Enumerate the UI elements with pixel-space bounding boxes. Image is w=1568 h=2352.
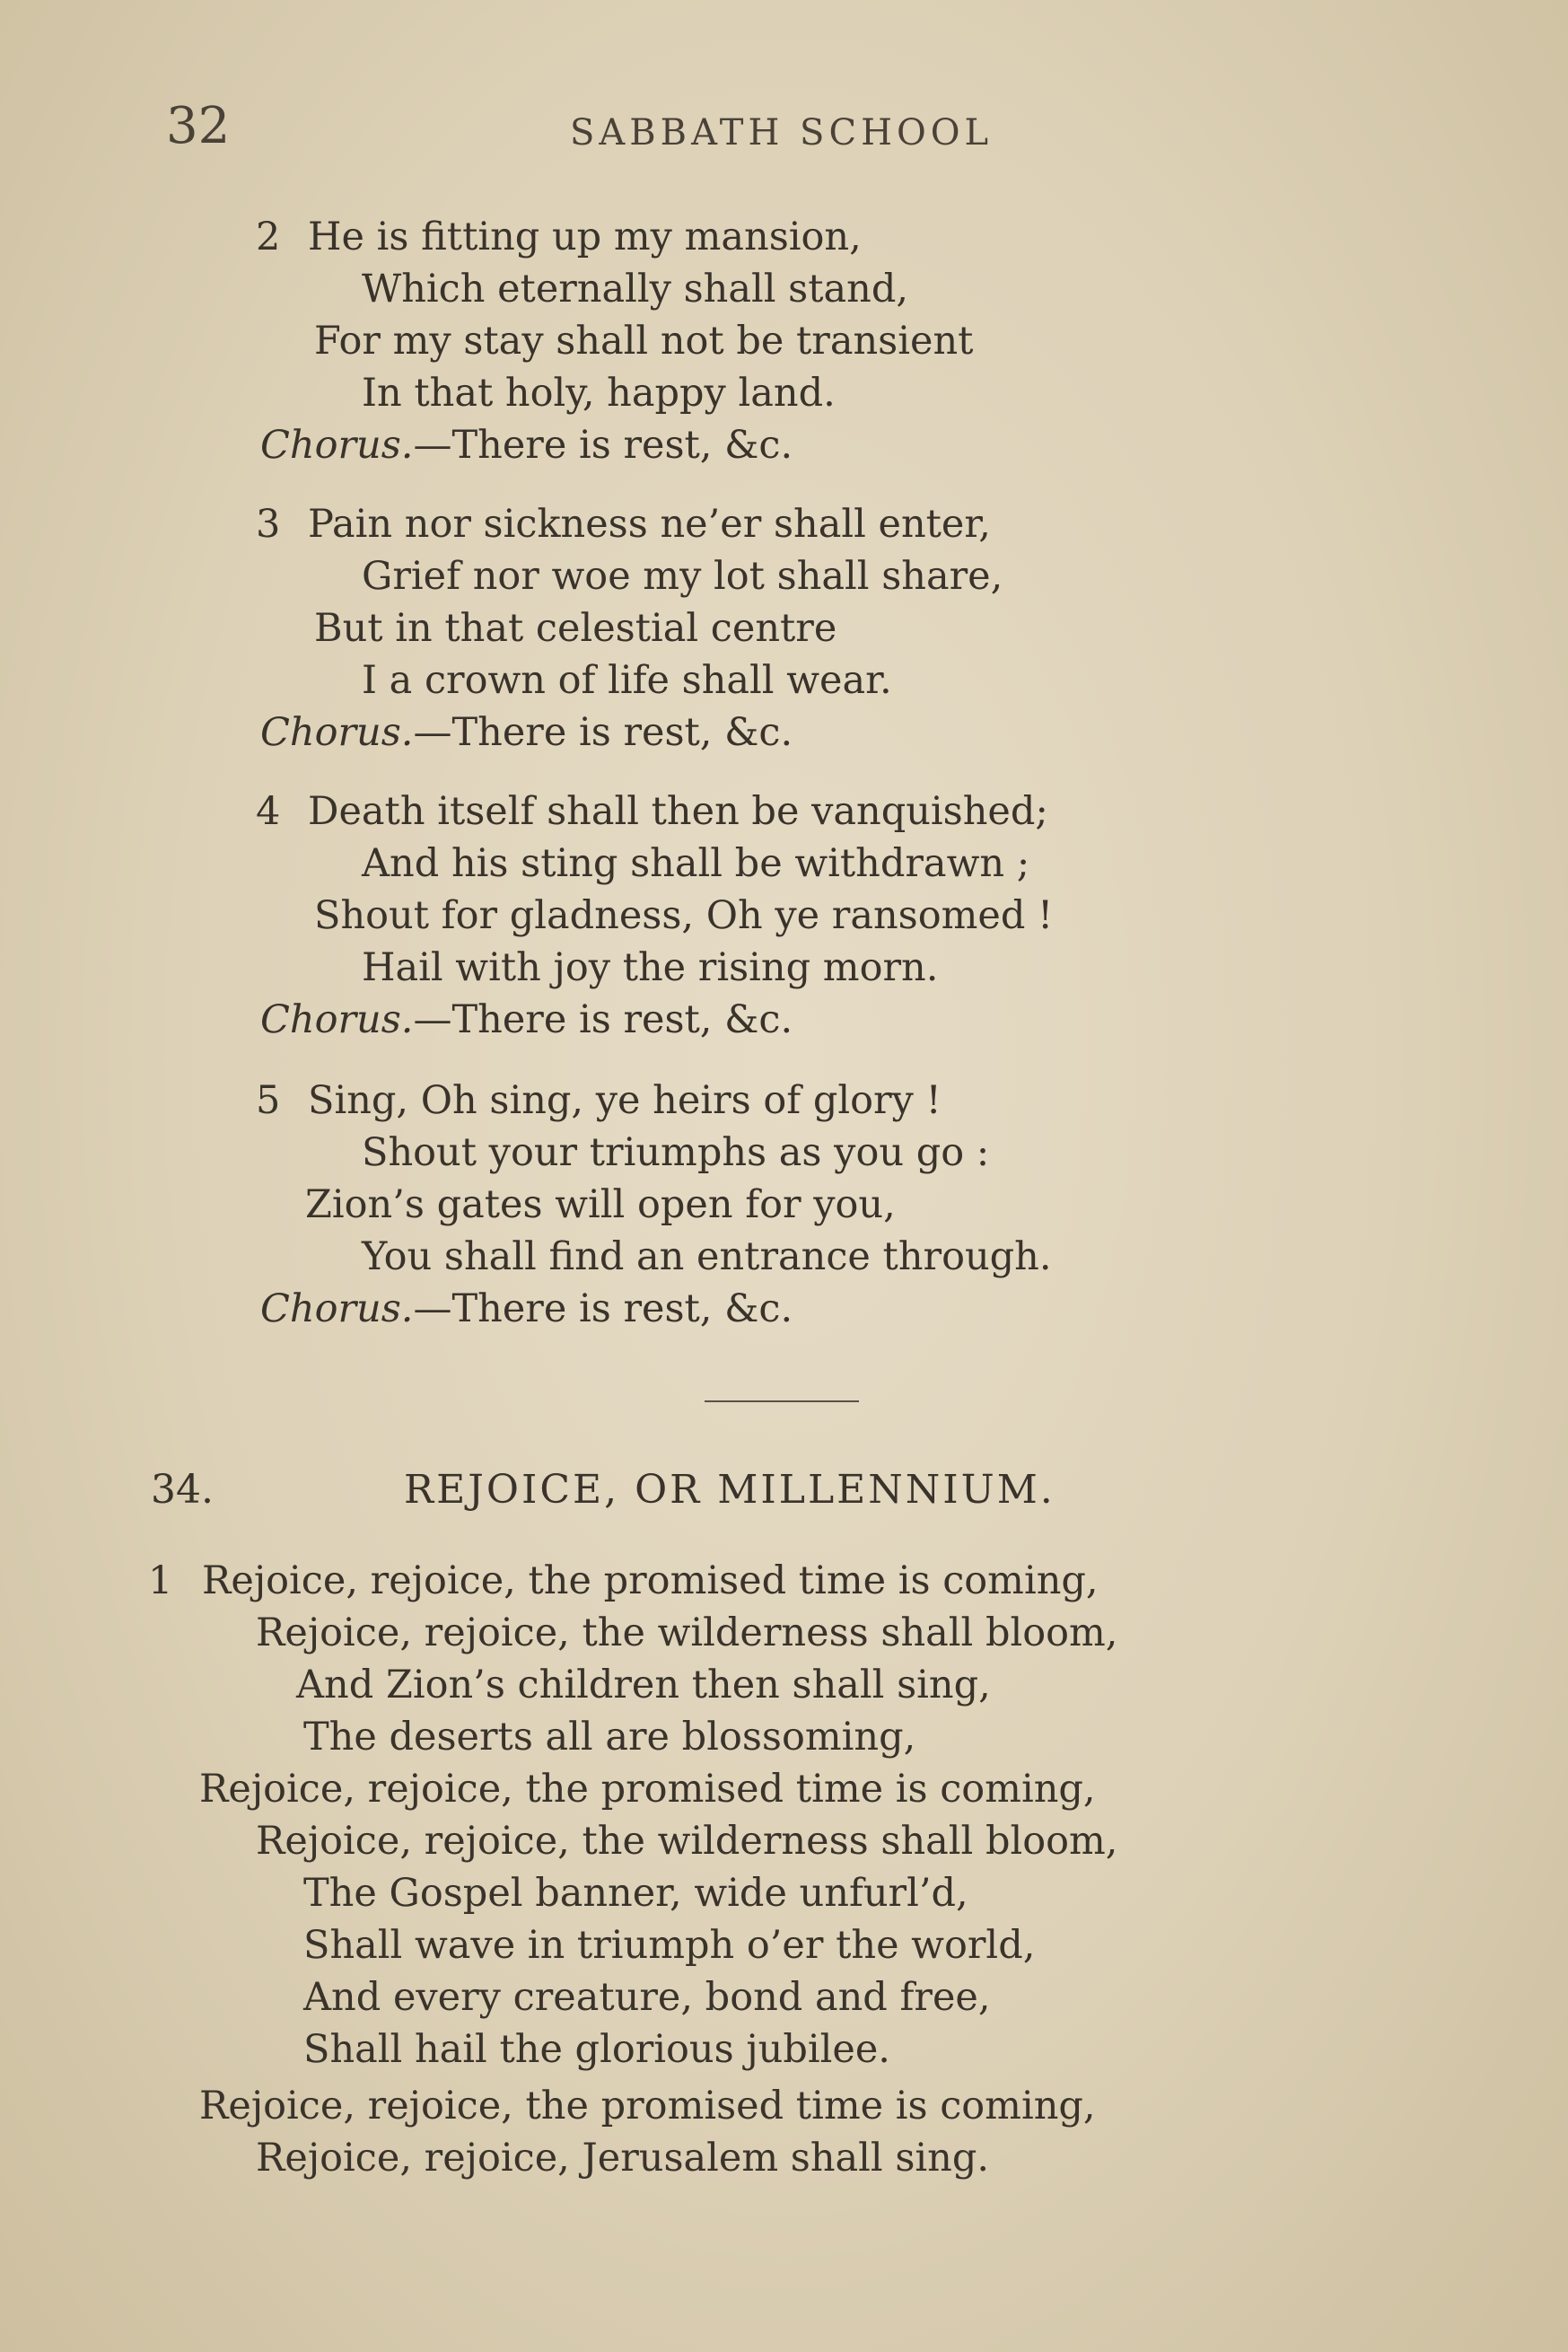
chorus-line: Chorus.—There is rest, &c.	[260, 423, 793, 468]
verse-line: And every creature, bond and free,	[303, 1975, 991, 2020]
verse-line: Shout for gladness, Oh ye ransomed !	[314, 893, 1054, 938]
verse-line: Shout your triumphs as you go :	[362, 1130, 990, 1175]
verse-line: Rejoice, rejoice, Jerusalem shall sing.	[256, 2136, 990, 2181]
verse-number: 5	[256, 1078, 281, 1123]
verse-line: But in that celestial centre	[314, 606, 837, 651]
verse-number: 1	[148, 1558, 173, 1603]
hymn-number: 34.	[151, 1467, 214, 1513]
verse-line: The Gospel banner, wide unfurl’d,	[303, 1871, 968, 1916]
hymn-title: REJOICE, OR MILLENNIUM.	[404, 1467, 1056, 1513]
verse-line: 2 He is fitting up my mansion,	[256, 215, 862, 259]
verse-line: Rejoice, rejoice, the promised time is coming,	[199, 2084, 1096, 2128]
verse-line: The deserts all are blossoming,	[303, 1715, 916, 1760]
verse-line: 3 Pain nor sickness ne’er shall enter,	[256, 502, 991, 547]
chorus-label: Chorus.	[260, 710, 414, 755]
chorus-label: Chorus.	[260, 423, 414, 468]
verse-line: And Zion’s children then shall sing,	[296, 1663, 991, 1707]
verse-line: Shall wave in triumph o’er the world,	[303, 1923, 1036, 1968]
chorus-line: Chorus.—There is rest, &c.	[260, 1286, 793, 1331]
chorus-line: Chorus.—There is rest, &c.	[260, 710, 793, 755]
verse-number: 2	[256, 215, 281, 259]
verse-line: 1 Rejoice, rejoice, the promised time is coming,	[148, 1558, 1099, 1603]
verse-line: 4 Death itself shall then be vanquished;	[256, 789, 1048, 834]
verse-line: Shall hail the glorious jubilee.	[303, 2027, 890, 2072]
verse-number: 4	[256, 789, 281, 834]
verse-line: Hail with joy the rising morn.	[362, 945, 939, 990]
chorus-label: Chorus.	[260, 1286, 414, 1331]
verse-line: For my stay shall not be transient	[314, 319, 974, 364]
verse-line: Rejoice, rejoice, the wilderness shall bloom,	[256, 1610, 1118, 1655]
verse-line: You shall find an entrance through.	[362, 1234, 1052, 1279]
verse-line: I a crown of life shall wear.	[362, 658, 892, 703]
verse-line: Zion’s gates will open for you,	[305, 1182, 896, 1227]
verse-line: And his sting shall be withdrawn ;	[362, 841, 1030, 886]
verse-line: Rejoice, rejoice, the wilderness shall bloom,	[256, 1819, 1118, 1864]
chorus-label: Chorus.	[260, 997, 414, 1042]
verse-line: In that holy, happy land.	[362, 371, 836, 416]
chorus-line: Chorus.—There is rest, &c.	[260, 997, 793, 1042]
verse-line: 5 Sing, Oh sing, ye heirs of glory !	[256, 1078, 942, 1123]
running-head: SABBATH SCHOOL	[570, 112, 994, 154]
page-number: 32	[166, 97, 231, 155]
verse-line: Grief nor woe my lot shall share,	[362, 554, 1003, 599]
section-divider	[705, 1400, 859, 1402]
verse-line: Rejoice, rejoice, the promised time is coming,	[199, 1767, 1096, 1812]
verse-number: 3	[256, 502, 281, 547]
verse-line: Which eternally shall stand,	[362, 267, 909, 312]
